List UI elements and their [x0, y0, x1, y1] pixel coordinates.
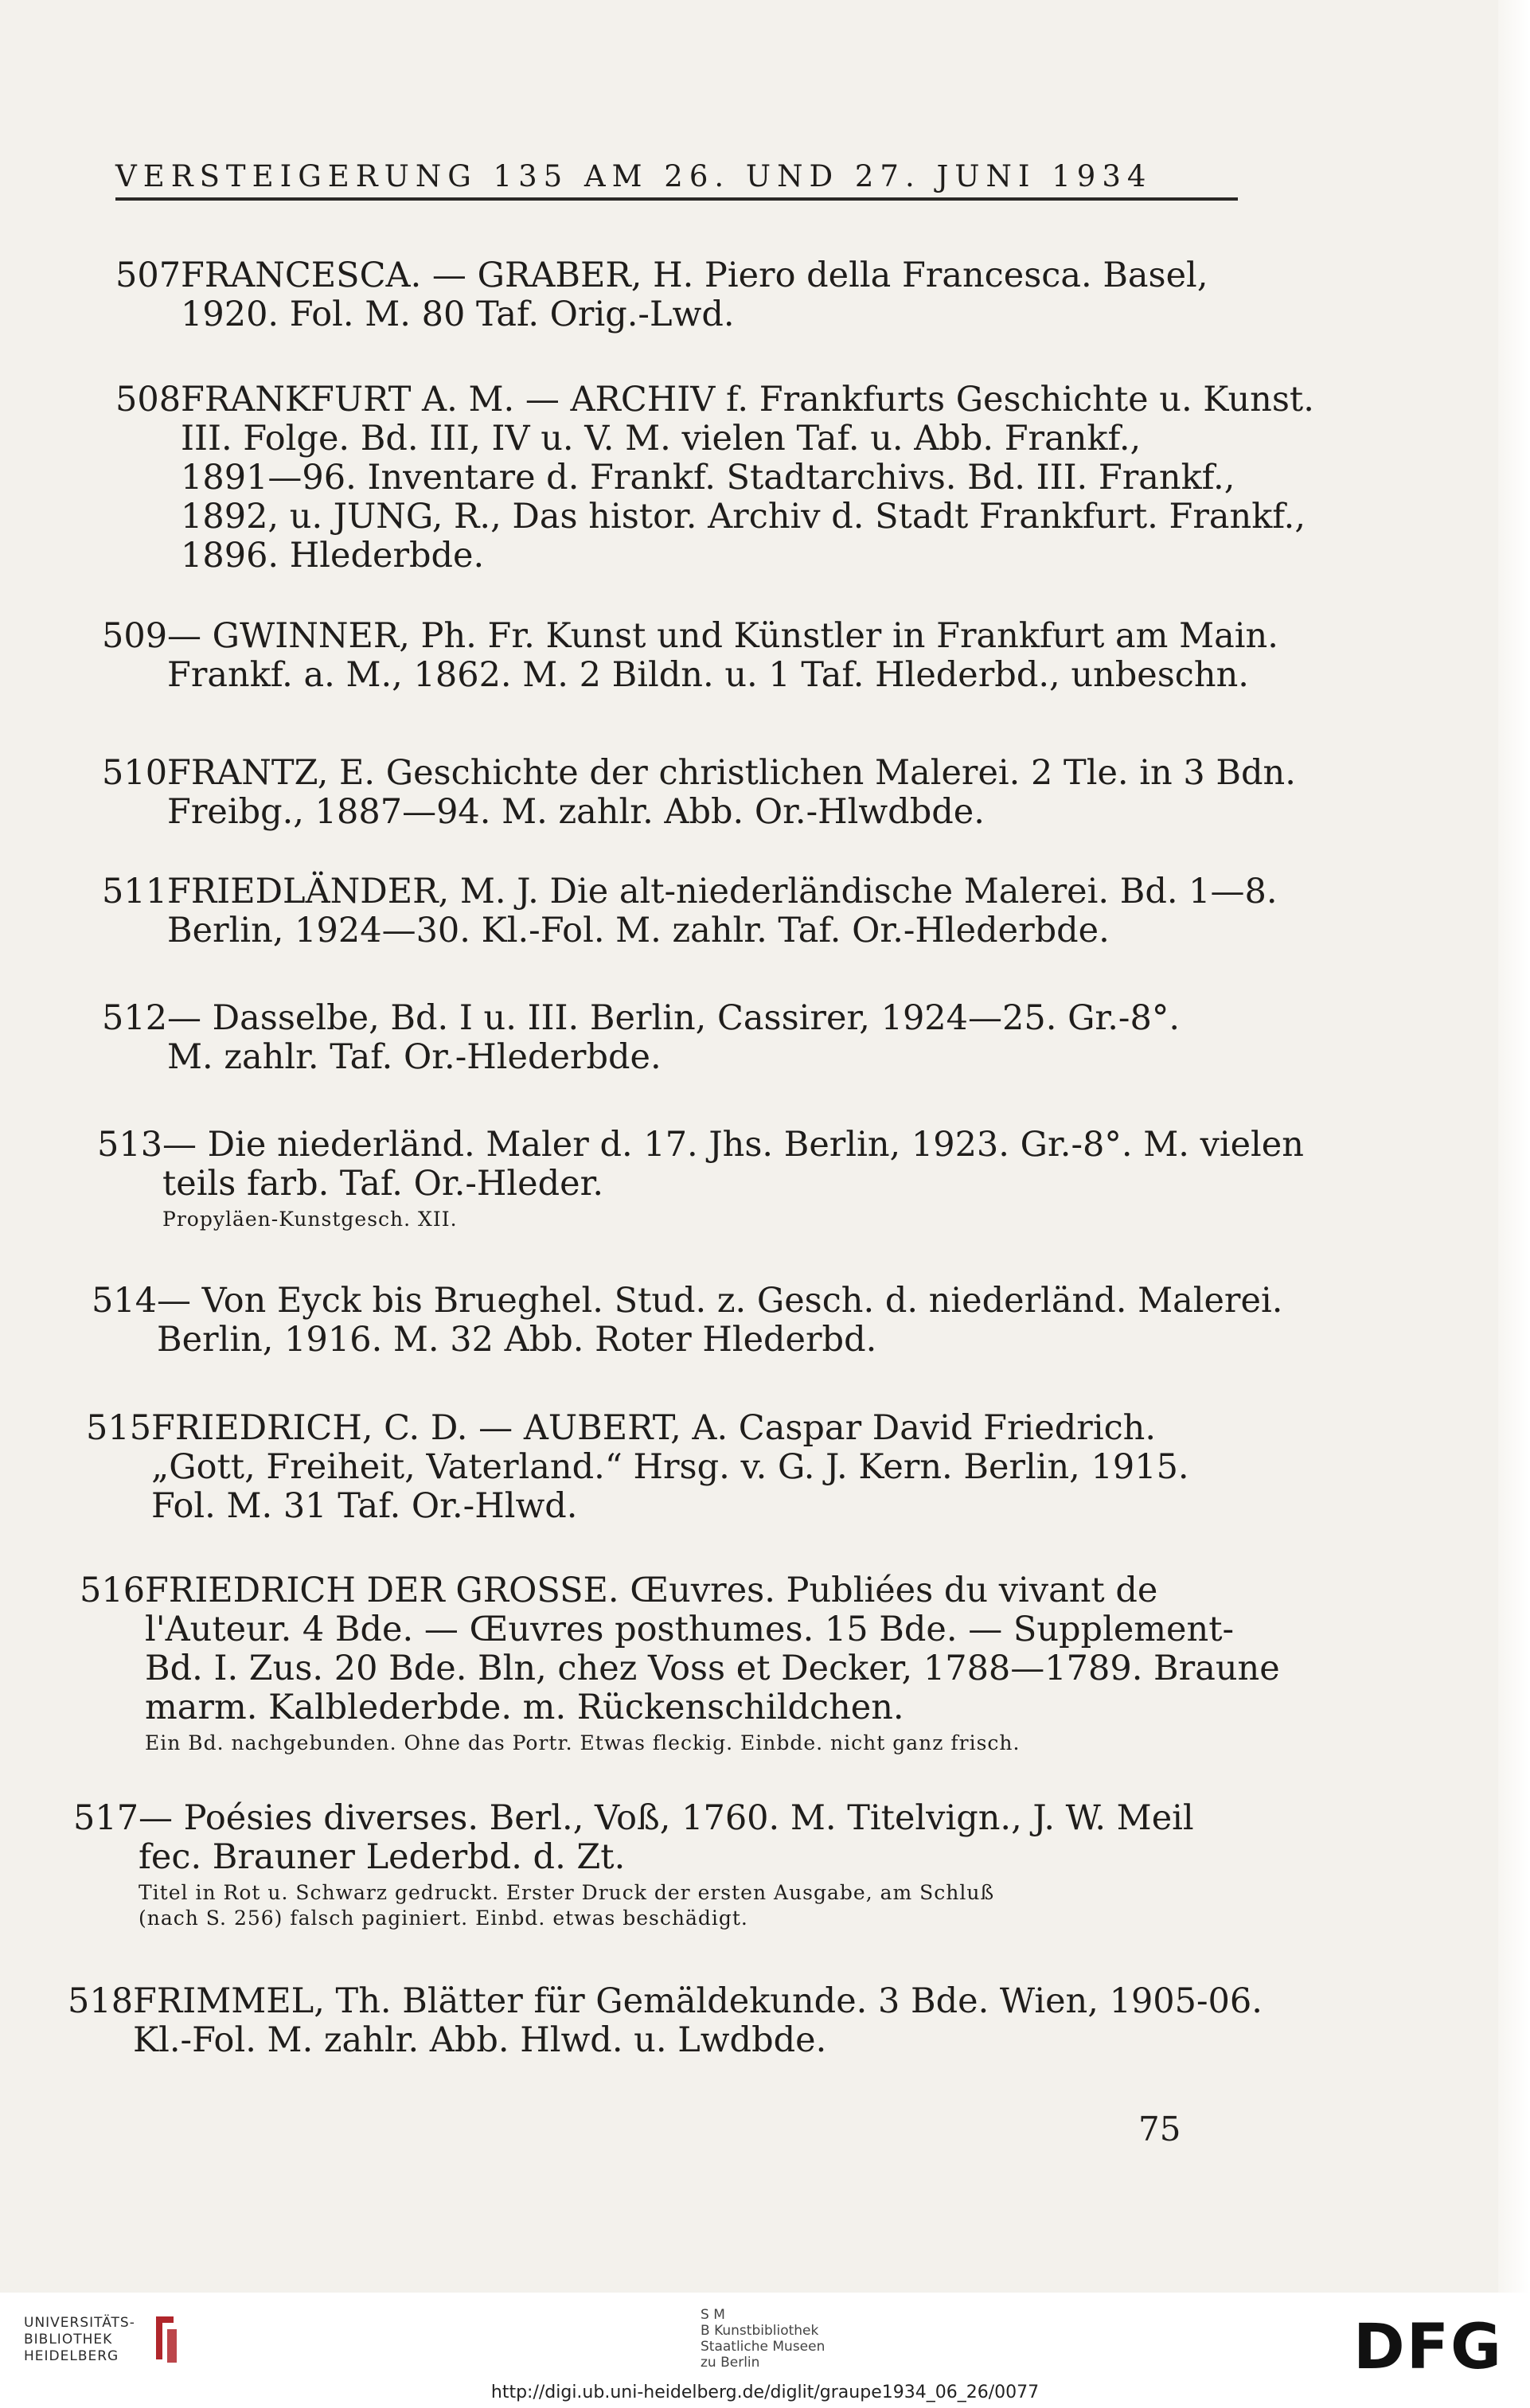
entry-line: fec. Brauner Lederbd. d. Zt. — [139, 1837, 626, 1877]
entry-number: 509 — [102, 616, 168, 656]
entry-line: III. Folge. Bd. III, IV u. V. M. vielen Taf. u. Abb. Frankf., — [181, 419, 1142, 459]
entry-number: 517 — [73, 1798, 139, 1838]
entry-line: Berlin, 1916. M. 32 Abb. Roter Hlederbd. — [157, 1320, 877, 1360]
entry-514 — [92, 1282, 1282, 1360]
entry-note: Ein Bd. nachgebunden. Ohne das Portr. Etwas fleckig. Einbde. nicht ganz frisch. — [145, 1731, 1021, 1754]
entry-line: FRIEDLÄNDER, M. J. Die alt-niederländische Malerei. Bd. 1—8. — [167, 872, 1278, 911]
entry-517 — [73, 1799, 1194, 1931]
entry-line: Frankf. a. M., 1862. M. 2 Bildn. u. 1 Taf. Hlederbd., unbeschn. — [167, 655, 1249, 695]
entry-number: 516 — [80, 1571, 146, 1610]
entry-line: Freibg., 1887—94. M. zahlr. Abb. Or.-Hlwdbde. — [167, 792, 985, 832]
entry-line: FRIEDRICH DER GROSSE. Œuvres. Publiées du vivant de — [145, 1571, 1158, 1610]
dfg-logo[interactable]: DFG — [1353, 2312, 1504, 2383]
entry-line: FRANKFURT A. M. — ARCHIV f. Frankfurts Geschichte u. Kunst. — [181, 380, 1314, 420]
entry-number: 514 — [92, 1281, 158, 1321]
entry-line: Berlin, 1924—30. Kl.-Fol. M. zahlr. Taf. Or.-Hlederbde. — [167, 911, 1110, 950]
running-head: VERSTEIGERUNG 135 AM 26. UND 27. JUNI 1934 — [115, 159, 1153, 193]
footer-bar — [0, 2293, 1530, 2408]
entry-line: — GWINNER, Ph. Fr. Kunst und Künstler in Frankfurt am Main. — [167, 616, 1278, 656]
entry-note: Propyläen-Kunstgesch. XII. — [162, 1208, 458, 1231]
entry-line: 1891—96. Inventare d. Frankf. Stadtarchivs. Bd. III. Frankf., — [181, 458, 1235, 498]
entry-line: — Die niederländ. Maler d. 17. Jhs. Berlin, 1923. Gr.-8°. M. vielen — [162, 1125, 1304, 1165]
entry-number: 512 — [102, 998, 168, 1038]
entry-line: M. zahlr. Taf. Or.-Hlederbde. — [167, 1037, 662, 1077]
entry-509 — [102, 617, 1278, 695]
entry-line: teils farb. Taf. Or.-Hleder. — [162, 1164, 604, 1204]
entry-line: — Poésies diverses. Berl., Voß, 1760. M. Titelvign., J. W. Meil — [139, 1798, 1194, 1838]
credit-line: B Kunstbibliothek — [701, 2323, 819, 2339]
entry-number: 507 — [115, 256, 181, 295]
entry-line: Bd. I. Zus. 20 Bde. Bln, chez Voss et Decker, 1788—1789. Braune — [145, 1649, 1280, 1688]
entry-516 — [80, 1571, 1280, 1756]
museum-credit — [701, 2307, 825, 2371]
header-rule — [115, 197, 1238, 201]
entry-line: FRIEDRICH, C. D. — AUBERT, A. Caspar David Friedrich. — [151, 1408, 1157, 1448]
entry-508 — [115, 381, 1314, 576]
entry-line: 1920. Fol. M. 80 Taf. Orig.-Lwd. — [181, 295, 735, 334]
page-number: 75 — [1138, 2109, 1181, 2148]
entry-line: l'Auteur. 4 Bde. — Œuvres posthumes. 15 Bde. — Supplement- — [145, 1610, 1235, 1649]
entry-512 — [102, 999, 1180, 1077]
entry-513 — [97, 1126, 1304, 1232]
logo-line: UNIVERSITÄTS- — [24, 2315, 135, 2331]
entry-number: 518 — [68, 1981, 134, 2021]
entry-507 — [115, 256, 1208, 334]
entry-518 — [68, 1982, 1263, 2060]
university-library-logo[interactable] — [24, 2315, 135, 2365]
entry-line: marm. Kalblederbde. m. Rückenschildchen. — [145, 1688, 904, 1727]
logo-line: BIBLIOTHEK — [24, 2332, 113, 2348]
source-url-link[interactable]: http://digi.ub.uni-heidelberg.de/diglit/graupe1934_06_26/0077 — [490, 2383, 1040, 2402]
entry-515 — [86, 1409, 1189, 1526]
entry-510 — [102, 754, 1296, 832]
entry-line: 1896. Hlederbde. — [181, 536, 485, 576]
entry-line: — Von Eyck bis Brueghel. Stud. z. Gesch. d. niederländ. Malerei. — [157, 1281, 1283, 1321]
entry-line: Kl.-Fol. M. zahlr. Abb. Hlwd. u. Lwdbde. — [133, 2020, 827, 2060]
entry-511 — [102, 872, 1278, 950]
entry-line: FRANTZ, E. Geschichte der christlichen Malerei. 2 Tle. in 3 Bdn. — [167, 753, 1296, 793]
credit-line: S M — [701, 2307, 725, 2323]
entry-note: (nach S. 256) falsch paginiert. Einbd. etwas beschädigt. — [139, 1906, 748, 1930]
logo-line: HEIDELBERG — [24, 2348, 119, 2364]
entry-line: „Gott, Freiheit, Vaterland.“ Hrsg. v. G. J. Kern. Berlin, 1915. — [151, 1447, 1189, 1487]
entry-number: 513 — [97, 1125, 163, 1165]
entry-number: 511 — [102, 872, 168, 911]
credit-line: zu Berlin — [701, 2355, 760, 2371]
entry-line: FRIMMEL, Th. Blätter für Gemäldekunde. 3 Bde. Wien, 1905-06. — [133, 1981, 1263, 2021]
entry-number: 515 — [86, 1408, 152, 1448]
entry-note: Titel in Rot u. Schwarz gedruckt. Erster Druck der ersten Ausgabe, am Schluß — [139, 1881, 995, 1904]
entry-line: FRANCESCA. — GRABER, H. Piero della Francesca. Basel, — [181, 256, 1208, 295]
entry-number: 510 — [102, 753, 168, 793]
entry-line: Fol. M. 31 Taf. Or.-Hlwd. — [151, 1486, 578, 1526]
credit-line: Staatliche Museen — [701, 2339, 825, 2355]
entry-line: 1892, u. JUNG, R., Das histor. Archiv d. Stadt Frankfurt. Frankf., — [181, 497, 1306, 537]
page-edge — [1498, 0, 1530, 2293]
library-mark-icon — [150, 2313, 181, 2366]
entry-number: 508 — [115, 380, 181, 420]
entry-line: — Dasselbe, Bd. I u. III. Berlin, Cassirer, 1924—25. Gr.-8°. — [167, 998, 1180, 1038]
